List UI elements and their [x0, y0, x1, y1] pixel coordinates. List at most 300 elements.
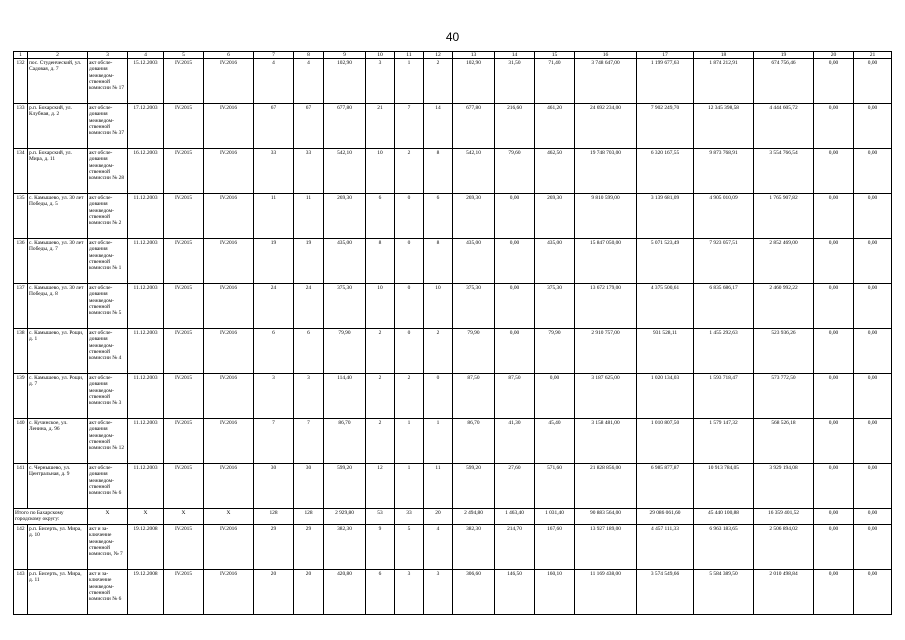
table-cell: 0,00 — [814, 570, 854, 615]
table-cell: IV.2015 — [164, 419, 204, 464]
table-cell: IV.2015 — [164, 464, 204, 509]
table-row — [14, 374, 892, 419]
column-header: 15 — [535, 52, 575, 59]
housing-program-table — [13, 51, 891, 615]
table-cell: 11.12.2003 — [128, 419, 164, 464]
table-row — [14, 59, 892, 104]
table-cell: 0,00 — [814, 419, 854, 464]
table-cell: IV.2015 — [164, 570, 204, 615]
table-cell: 4 444 605,72 — [754, 104, 814, 149]
table-cell: 9 873 768,91 — [694, 149, 754, 194]
table-cell: 0,00 — [814, 464, 854, 509]
table-cell: 86,70 — [453, 419, 495, 464]
table-cell: 7 — [294, 419, 324, 464]
table-cell: 4 — [424, 525, 453, 570]
table-cell: 11 — [424, 464, 453, 509]
table-cell: 6 — [366, 194, 395, 239]
table-cell: 136 — [14, 239, 28, 284]
table-cell: 674 756,46 — [754, 59, 814, 104]
table-row — [14, 104, 892, 149]
table-cell: 0,00 — [814, 284, 854, 329]
table-cell: 8 — [424, 239, 453, 284]
table-cell: IV.2015 — [164, 284, 204, 329]
table-cell: акт обсле-дования межведом-ственной комиссии № 2 — [88, 194, 128, 239]
table-cell: 216,60 — [495, 104, 535, 149]
table-cell: 3 748 647,00 — [575, 59, 637, 104]
table-row — [14, 419, 892, 464]
table-cell: 2 — [366, 419, 395, 464]
table-cell: IV.2016 — [204, 59, 254, 104]
table-cell: 141 — [14, 464, 28, 509]
table-cell: 6 835 686,17 — [694, 284, 754, 329]
table-cell: 41,30 — [495, 419, 535, 464]
table-cell: IV.2015 — [164, 149, 204, 194]
table-cell: 1 455 292,63 — [694, 329, 754, 374]
table-cell: 10 — [366, 284, 395, 329]
table-cell: 0,00 — [854, 525, 892, 570]
table-cell: 7 — [254, 419, 294, 464]
table-cell: 568 526,18 — [754, 419, 814, 464]
table-cell: 0,00 — [535, 374, 575, 419]
table-cell: 382,30 — [453, 525, 495, 570]
table-cell: 142 — [14, 525, 28, 570]
table-cell: IV.2016 — [204, 419, 254, 464]
table-cell: 79,90 — [453, 329, 495, 374]
total-cell: X — [88, 509, 128, 525]
table-cell: 1 — [424, 419, 453, 464]
table-cell: 146,50 — [495, 570, 535, 615]
total-cell: X — [164, 509, 204, 525]
table-cell: 17.12.2003 — [128, 104, 164, 149]
table-cell: 160,10 — [535, 570, 575, 615]
table-cell: 0,00 — [854, 374, 892, 419]
table-cell: 79,60 — [495, 149, 535, 194]
table-cell: 30 — [294, 464, 324, 509]
table-cell: 6 — [366, 570, 395, 615]
table-cell: акт обсле-дования межведом-ственной комиссии № 3 — [88, 374, 128, 419]
table-cell: с. Чернышево, ул. Центральная, д. 9 — [28, 464, 88, 509]
table-cell: 462,50 — [535, 149, 575, 194]
total-cell: 2 494,80 — [453, 509, 495, 525]
total-cell: 0,00 — [854, 509, 892, 525]
table-cell: 0,00 — [495, 239, 535, 284]
table-cell: 20 — [254, 570, 294, 615]
column-header: 19 — [754, 52, 814, 59]
table-cell: 20 — [294, 570, 324, 615]
table-cell: 0,00 — [814, 239, 854, 284]
table-cell: 420,80 — [324, 570, 366, 615]
table-cell: р.п. Бохарский, ул. Клубная, д. 2 — [28, 104, 88, 149]
column-header: 4 — [128, 52, 164, 59]
table-cell: 24 — [294, 284, 324, 329]
total-cell: 1 463,40 — [495, 509, 535, 525]
table-cell: 7 923 057,51 — [694, 239, 754, 284]
table-cell: 0 — [395, 284, 424, 329]
table-cell: 0 — [395, 329, 424, 374]
table-cell: 12 345 398,58 — [694, 104, 754, 149]
table-cell: 19.12.2008 — [128, 525, 164, 570]
table-row — [14, 525, 892, 570]
table-cell: 67 — [254, 104, 294, 149]
table-cell: 12 — [366, 464, 395, 509]
table-cell: 5 584 389,50 — [694, 570, 754, 615]
table-cell: 5 071 523,49 — [637, 239, 694, 284]
table-cell: IV.2016 — [204, 194, 254, 239]
table-cell: 132 — [14, 59, 28, 104]
column-header: 5 — [164, 52, 204, 59]
table-cell: 15.12.2003 — [128, 59, 164, 104]
total-cell: 16 359 401,52 — [754, 509, 814, 525]
table-cell: 33 — [294, 149, 324, 194]
table-cell: 140 — [14, 419, 28, 464]
table-cell: IV.2015 — [164, 374, 204, 419]
table-cell: 2 — [395, 149, 424, 194]
column-header: 3 — [88, 52, 128, 59]
table-cell: 2 852 469,00 — [754, 239, 814, 284]
column-header: 12 — [424, 52, 453, 59]
table-cell: IV.2016 — [204, 464, 254, 509]
table-cell: 79,90 — [535, 329, 575, 374]
table-cell: 931 528,11 — [637, 329, 694, 374]
table-cell: 375,30 — [535, 284, 575, 329]
table-cell: акт обсле-дования межведом-ственной комиссии № 28 — [88, 149, 128, 194]
table-cell: IV.2015 — [164, 239, 204, 284]
table-cell: 677,80 — [453, 104, 495, 149]
table-cell: с. Кучинское, ул. Ленина, д. 96 — [28, 419, 88, 464]
table-cell: 0,00 — [854, 59, 892, 104]
table-cell: акт обсле-дования межведом-ственной комиссии № 4 — [88, 329, 128, 374]
table-cell: IV.2015 — [164, 194, 204, 239]
table-cell: 137 — [14, 284, 28, 329]
table-cell: 10 — [424, 284, 453, 329]
table-cell: акт обсле-дования межведом-ственной комиссии № 5 — [88, 284, 128, 329]
total-cell: 20 — [424, 509, 453, 525]
column-header: 16 — [575, 52, 637, 59]
table-cell: 2 460 992,22 — [754, 284, 814, 329]
table-cell: 523 936,26 — [754, 329, 814, 374]
column-header: 9 — [324, 52, 366, 59]
table-cell: акт и за-ключение межведом-ственной комиссии № 6 — [88, 570, 128, 615]
table-cell: 0,00 — [495, 329, 535, 374]
table-cell: 677,80 — [324, 104, 366, 149]
table-cell: IV.2016 — [204, 104, 254, 149]
table-cell: р.п. Бохарский, ул. Мира, д. 11 — [28, 149, 88, 194]
table-cell: 2 910 757,00 — [575, 329, 637, 374]
table-cell: IV.2015 — [164, 104, 204, 149]
table-cell: 138 — [14, 329, 28, 374]
table-cell: 435,00 — [535, 239, 575, 284]
table-cell: 21 — [366, 104, 395, 149]
table-cell: 4 — [254, 59, 294, 104]
table-cell: 1 010 807,50 — [637, 419, 694, 464]
column-header: 8 — [294, 52, 324, 59]
table-cell: 1 — [395, 59, 424, 104]
table-cell: 102,90 — [324, 59, 366, 104]
table-cell: 31,50 — [495, 59, 535, 104]
table-cell: 4 905 010,09 — [694, 194, 754, 239]
table-cell: 1 593 718,47 — [694, 374, 754, 419]
column-header: 18 — [694, 52, 754, 59]
total-cell: 128 — [254, 509, 294, 525]
table-cell: 11.12.2003 — [128, 374, 164, 419]
table-cell: 382,30 — [324, 525, 366, 570]
table-cell: 214,70 — [495, 525, 535, 570]
table-cell: 0,00 — [814, 374, 854, 419]
table-cell: 87,50 — [453, 374, 495, 419]
table-cell: 5 — [395, 525, 424, 570]
table-cell: акт обсле-дования межведом-ственной комиссии № 17 — [88, 59, 128, 104]
table-cell: 15 847 050,00 — [575, 239, 637, 284]
table-cell: 6 985 877,87 — [637, 464, 694, 509]
table-cell: 0,00 — [854, 194, 892, 239]
total-cell: 90 883 564,00 — [575, 509, 637, 525]
table-cell: 375,30 — [453, 284, 495, 329]
table-cell: 306,60 — [453, 570, 495, 615]
total-row — [14, 509, 892, 525]
table-cell: 33 — [254, 149, 294, 194]
column-header: 20 — [814, 52, 854, 59]
table-cell: 3 — [395, 570, 424, 615]
table-cell: акт и за-ключение межведом-ственной комиссии, № 7 — [88, 525, 128, 570]
table-cell: 0 — [395, 239, 424, 284]
table-cell: 16.12.2003 — [128, 149, 164, 194]
table-cell: 8 — [424, 149, 453, 194]
table-row — [14, 329, 892, 374]
table-cell: 0,00 — [854, 329, 892, 374]
table-cell: 10 913 784,05 — [694, 464, 754, 509]
table-cell: 10 — [366, 149, 395, 194]
table-cell: 542,10 — [453, 149, 495, 194]
table-cell: 7 — [395, 104, 424, 149]
table-cell: 4 375 500,61 — [637, 284, 694, 329]
total-cell: X — [204, 509, 254, 525]
table-cell: 11.12.2003 — [128, 194, 164, 239]
table-cell: 269,30 — [324, 194, 366, 239]
table-cell: акт обсле-дования межведом-ственной комиссии № 1 — [88, 239, 128, 284]
table-cell: 11.12.2003 — [128, 239, 164, 284]
table-row — [14, 464, 892, 509]
column-header: 13 — [453, 52, 495, 59]
table-cell: IV.2015 — [164, 525, 204, 570]
table-cell: 1 — [395, 464, 424, 509]
table-cell: 599,20 — [453, 464, 495, 509]
table-cell: 3 — [254, 374, 294, 419]
table-cell: 0,00 — [495, 194, 535, 239]
column-header: 2 — [28, 52, 88, 59]
table-cell: с. Камышево, ул. 30 лет Победы, д. 5 — [28, 194, 88, 239]
table-cell: IV.2015 — [164, 329, 204, 374]
table-cell: 0,00 — [854, 419, 892, 464]
table-cell: 87,50 — [495, 374, 535, 419]
table-cell: 0,00 — [814, 525, 854, 570]
table-cell: 11 169 438,00 — [575, 570, 637, 615]
column-header: 1 — [14, 52, 28, 59]
table-cell: IV.2016 — [204, 570, 254, 615]
table-cell: 3 187 625,00 — [575, 374, 637, 419]
table-cell: 375,30 — [324, 284, 366, 329]
table-cell: 435,00 — [324, 239, 366, 284]
table-cell: пос. Студенческий, ул. Садовая, д. 7 — [28, 59, 88, 104]
table-cell: акт обсле-дования межведом-ственной комиссии № 6 — [88, 464, 128, 509]
table-cell: 7 902 249,70 — [637, 104, 694, 149]
table-cell: 6 — [254, 329, 294, 374]
table-cell: 1 874 212,91 — [694, 59, 754, 104]
table-row — [14, 194, 892, 239]
column-header: 21 — [854, 52, 892, 59]
table-cell: 1 579 147,32 — [694, 419, 754, 464]
table-row — [14, 570, 892, 615]
table-cell: 573 772,50 — [754, 374, 814, 419]
table-cell: IV.2016 — [204, 374, 254, 419]
table-cell: 0 — [424, 374, 453, 419]
total-cell: 128 — [294, 509, 324, 525]
table-cell: 114,40 — [324, 374, 366, 419]
table-cell: 134 — [14, 149, 28, 194]
total-cell: 53 — [366, 509, 395, 525]
table-cell: IV.2015 — [164, 59, 204, 104]
table-cell: 11.12.2003 — [128, 284, 164, 329]
total-cell: X — [128, 509, 164, 525]
table-cell: 13 672 179,00 — [575, 284, 637, 329]
table-cell: 133 — [14, 104, 28, 149]
table-cell: 2 — [424, 59, 453, 104]
column-header: 14 — [495, 52, 535, 59]
table-row — [14, 284, 892, 329]
table-cell: 1 — [395, 419, 424, 464]
total-label: Итого по Бахарскому городскому округу: — [14, 509, 88, 525]
table-cell: 8 — [366, 239, 395, 284]
table-cell: 0,00 — [495, 284, 535, 329]
table-cell: 269,30 — [453, 194, 495, 239]
table-cell: с. Камышево, ул. Рощи, д. 7 — [28, 374, 88, 419]
table-cell: 571,60 — [535, 464, 575, 509]
table-cell: 2 010 498,84 — [754, 570, 814, 615]
table-cell: 30 — [254, 464, 294, 509]
table-cell: 11 — [294, 194, 324, 239]
table-cell: 6 320 167,55 — [637, 149, 694, 194]
table-cell: 0,00 — [854, 284, 892, 329]
table-cell: 3 — [424, 570, 453, 615]
table-cell: 86,70 — [324, 419, 366, 464]
table-cell: 435,00 — [453, 239, 495, 284]
table-cell: акт обсле-дования межведом-ственной комиссии № 37 — [88, 104, 128, 149]
table-cell: 24 — [254, 284, 294, 329]
table-cell: 0,00 — [854, 464, 892, 509]
table-cell: с. Камышево, ул. 30 лет Победы, д. 8 — [28, 284, 88, 329]
table-cell: 6 963 183,65 — [694, 525, 754, 570]
table-cell: 167,60 — [535, 525, 575, 570]
table-cell: 3 — [294, 374, 324, 419]
table-cell: 13 927 189,00 — [575, 525, 637, 570]
table-cell: 0,00 — [854, 149, 892, 194]
table-cell: 0,00 — [854, 104, 892, 149]
table-cell: 45,40 — [535, 419, 575, 464]
table-cell: 9 810 599,00 — [575, 194, 637, 239]
total-cell: 0,00 — [814, 509, 854, 525]
total-cell: 33 — [395, 509, 424, 525]
table-cell: IV.2016 — [204, 284, 254, 329]
table-cell: 0,00 — [814, 194, 854, 239]
data-table — [13, 51, 892, 615]
table-cell: 3 — [366, 59, 395, 104]
table-cell: 0,00 — [814, 149, 854, 194]
table-cell: 0,00 — [814, 329, 854, 374]
table-cell: 6 — [424, 194, 453, 239]
table-cell: 4 457 111,33 — [637, 525, 694, 570]
table-cell: р.п. Бисерть, ул. Мира, д. 11 — [28, 570, 88, 615]
table-cell: 29 — [254, 525, 294, 570]
table-cell: 0 — [395, 194, 424, 239]
table-cell: 71,40 — [535, 59, 575, 104]
table-cell: 2 — [395, 374, 424, 419]
table-cell: 269,30 — [535, 194, 575, 239]
header-row — [14, 52, 892, 59]
table-cell: 21 828 856,00 — [575, 464, 637, 509]
table-cell: с. Камышево, ул. Рощи, д. 1 — [28, 329, 88, 374]
table-cell: 27,60 — [495, 464, 535, 509]
table-cell: 2 — [366, 374, 395, 419]
table-cell: IV.2016 — [204, 329, 254, 374]
total-cell: 29 086 061,60 — [637, 509, 694, 525]
table-cell: 3 929 194,08 — [754, 464, 814, 509]
table-cell: 2 — [366, 329, 395, 374]
table-row — [14, 149, 892, 194]
table-cell: 1 020 134,03 — [637, 374, 694, 419]
table-cell: 19 748 703,00 — [575, 149, 637, 194]
table-cell: акт обсле-дования межведом-ственной комиссии № 12 — [88, 419, 128, 464]
total-cell: 45 440 100,88 — [694, 509, 754, 525]
table-cell: 3 554 766,54 — [754, 149, 814, 194]
table-cell: 542,10 — [324, 149, 366, 194]
table-cell: 143 — [14, 570, 28, 615]
table-cell: IV.2016 — [204, 525, 254, 570]
table-cell: 3 139 681,09 — [637, 194, 694, 239]
table-cell: 6 — [294, 329, 324, 374]
table-cell: 9 — [366, 525, 395, 570]
table-cell: IV.2016 — [204, 149, 254, 194]
column-header: 7 — [254, 52, 294, 59]
table-cell: 102,90 — [453, 59, 495, 104]
table-cell: 0,00 — [854, 570, 892, 615]
table-cell: 19 — [294, 239, 324, 284]
table-cell: 139 — [14, 374, 28, 419]
total-cell: 2 929,80 — [324, 509, 366, 525]
table-cell: 11.12.2003 — [128, 464, 164, 509]
table-cell: 11.12.2003 — [128, 329, 164, 374]
table-cell: 461,20 — [535, 104, 575, 149]
table-row — [14, 239, 892, 284]
column-header: 17 — [637, 52, 694, 59]
table-cell: с. Камышево, ул. 30 лет Победы, д. 7 — [28, 239, 88, 284]
table-cell: 599,20 — [324, 464, 366, 509]
page-number: 40 — [445, 30, 460, 44]
table-cell: р.п. Бисерть, ул. Мира, д. 10 — [28, 525, 88, 570]
table-cell: 3 158 481,00 — [575, 419, 637, 464]
table-cell: 29 — [294, 525, 324, 570]
table-cell: 1 199 677,63 — [637, 59, 694, 104]
table-cell: 0,00 — [854, 239, 892, 284]
table-cell: 24 692 234,00 — [575, 104, 637, 149]
table-cell: 11 — [254, 194, 294, 239]
total-cell: 1 031,40 — [535, 509, 575, 525]
table-cell: 0,00 — [814, 104, 854, 149]
table-cell: 19 — [254, 239, 294, 284]
table-cell: 14 — [424, 104, 453, 149]
table-cell: 79,90 — [324, 329, 366, 374]
table-cell: 3 574 549,66 — [637, 570, 694, 615]
table-cell: 4 — [294, 59, 324, 104]
table-cell: 2 — [424, 329, 453, 374]
